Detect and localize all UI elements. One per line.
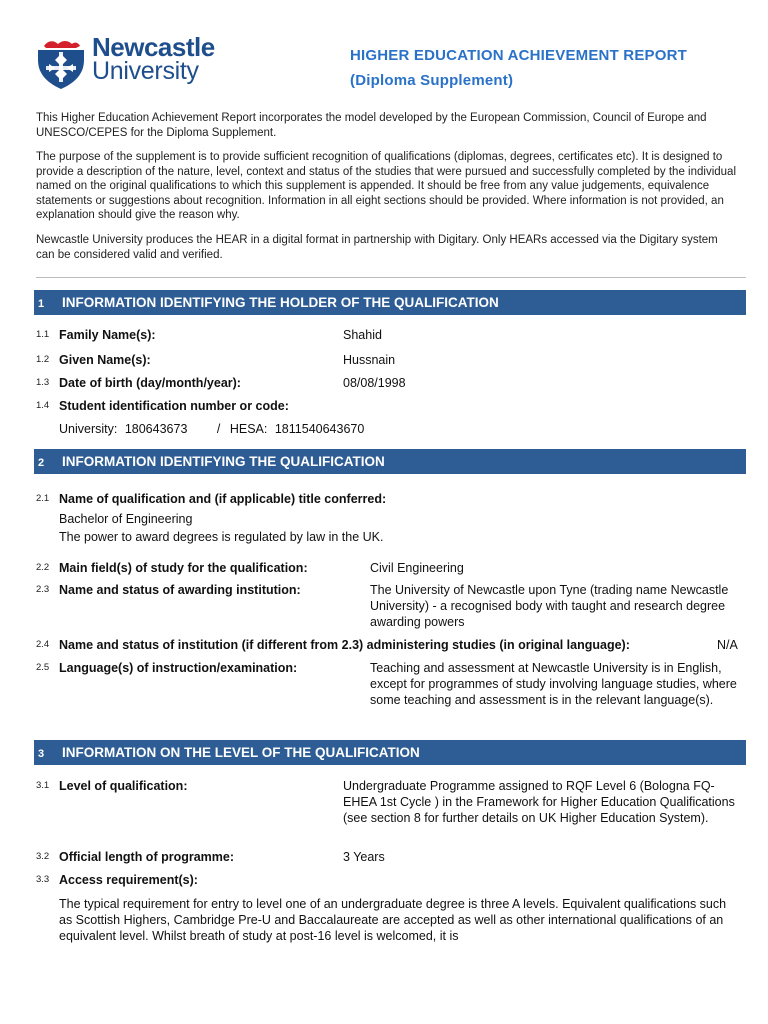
field-label: Given Name(s): — [59, 353, 151, 367]
section-number: 3 — [38, 748, 45, 760]
field-label: Language(s) of instruction/examination: — [59, 661, 298, 675]
field-label: Name of qualification and (if applicable) title conferred: — [59, 492, 387, 506]
report-subtitle: (Diploma Supplement) — [350, 72, 514, 89]
university-id-value: 180643673 — [124, 422, 188, 436]
section-title: INFORMATION ON THE LEVEL OF THE QUALIFICATION — [62, 745, 420, 760]
report-title: HIGHER EDUCATION ACHIEVEMENT REPORT — [350, 47, 688, 64]
language-value: Teaching and assessment at Newcastle University is in English, except for programmes of study involving language studies, where some teaching and assessment is in the relevant language(s). — [370, 661, 737, 707]
logo-wordmark-newcastle: Newcastle — [92, 32, 215, 62]
intro-paragraph-2: The purpose of the supplement is to provide sufficient recognition of qualifications (diplomas, degrees, certificates etc). It is designed to provide a description of the nature, level, context and status of the studies that were pursued and successfully completed by the individual named on the original qualifications to which this supplement is appended. It should be free from any value judgements, equivalence statements or suggestions about recognition. Information in all eight sections should be provided. Where information is not provided, an explanation should give the reason why. — [36, 151, 736, 221]
field-number: 1.2 — [36, 354, 50, 365]
field-label: Name and status of awarding institution: — [59, 583, 301, 597]
section-header-1 — [34, 290, 746, 315]
field-label: Official length of programme: — [59, 850, 235, 864]
university-id-label: University: — [59, 422, 118, 436]
administering-institution-value: N/A — [717, 638, 738, 652]
field-label: Date of birth (day/month/year): — [59, 376, 241, 390]
id-separator: / — [216, 422, 221, 436]
awarding-institution-value: The University of Newcastle upon Tyne (trading name Newcastle University) - a recognised body with taught and research degree awarding powers — [370, 583, 729, 629]
section-header-3 — [34, 740, 746, 765]
hesa-id-label: HESA: — [229, 422, 268, 436]
qualification-name-value: Bachelor of Engineering — [59, 512, 193, 526]
field-label: Main field(s) of study for the qualification: — [59, 561, 308, 575]
field-number: 3.3 — [36, 874, 50, 885]
field-number: 2.4 — [36, 639, 50, 650]
main-study-value: Civil Engineering — [370, 561, 464, 575]
divider — [36, 277, 746, 278]
dob-value: 08/08/1998 — [343, 376, 406, 390]
field-number: 1.3 — [36, 377, 50, 388]
field-label: Name and status of institution (if different from 2.3) administering studies (in original language): — [59, 638, 630, 652]
family-name-value: Shahid — [343, 328, 382, 342]
student-id-values — [59, 421, 364, 437]
level-value: Undergraduate Programme assigned to RQF Level 6 (Bologna FQ-EHEA 1st Cycle ) in the Framework for Higher Education Qualifications (see section 8 for further details on UK Higher Education System). — [343, 779, 735, 825]
given-name-value: Hussnain — [343, 353, 396, 367]
field-number: 1.1 — [36, 329, 50, 340]
length-value: 3 Years — [343, 850, 385, 864]
field-number: 1.4 — [36, 400, 50, 411]
field-number: 3.2 — [36, 851, 50, 862]
section-number: 1 — [38, 298, 45, 310]
section-title: INFORMATION IDENTIFYING THE QUALIFICATION — [62, 454, 385, 469]
intro-paragraph-3: Newcastle University produces the HEAR in a digital format in partnership with Digitary. Only HEARs accessed via the Digitary system can be considered valid and verified. — [36, 234, 718, 261]
field-number: 2.3 — [36, 584, 50, 595]
section-title: INFORMATION IDENTIFYING THE HOLDER OF THE QUALIFICATION — [62, 295, 499, 310]
crest-icon — [36, 34, 86, 90]
section-number: 2 — [38, 457, 45, 469]
field-label: Student identification number or code: — [59, 399, 289, 413]
field-number: 2.2 — [36, 562, 50, 573]
qualification-note: The power to award degrees is regulated by law in the UK. — [59, 530, 384, 544]
access-value: The typical requirement for entry to level one of an undergraduate degree is three A levels. Equivalent qualifications such as Scottish Highers, Cambridge Pre-U and Baccalaureate are accepted as well as other international qualifications of an equivalent level. Whilst breath of study at post-16 level is welcomed, it is — [59, 897, 727, 943]
field-number: 3.1 — [36, 780, 50, 791]
hesa-id-value: 1811540643670 — [274, 422, 365, 436]
field-number: 2.1 — [36, 493, 50, 504]
intro-paragraph-1: This Higher Education Achievement Report incorporates the model developed by the European Commission, Council of Europe and UNESCO/CEPES for the Diploma Supplement. — [36, 112, 707, 139]
field-number: 2.5 — [36, 662, 50, 673]
field-label: Access requirement(s): — [59, 873, 198, 887]
section-header-2 — [34, 449, 746, 474]
field-label: Level of qualification: — [59, 779, 188, 793]
logo-wordmark-university: University — [92, 57, 199, 85]
field-label: Family Name(s): — [59, 328, 156, 342]
